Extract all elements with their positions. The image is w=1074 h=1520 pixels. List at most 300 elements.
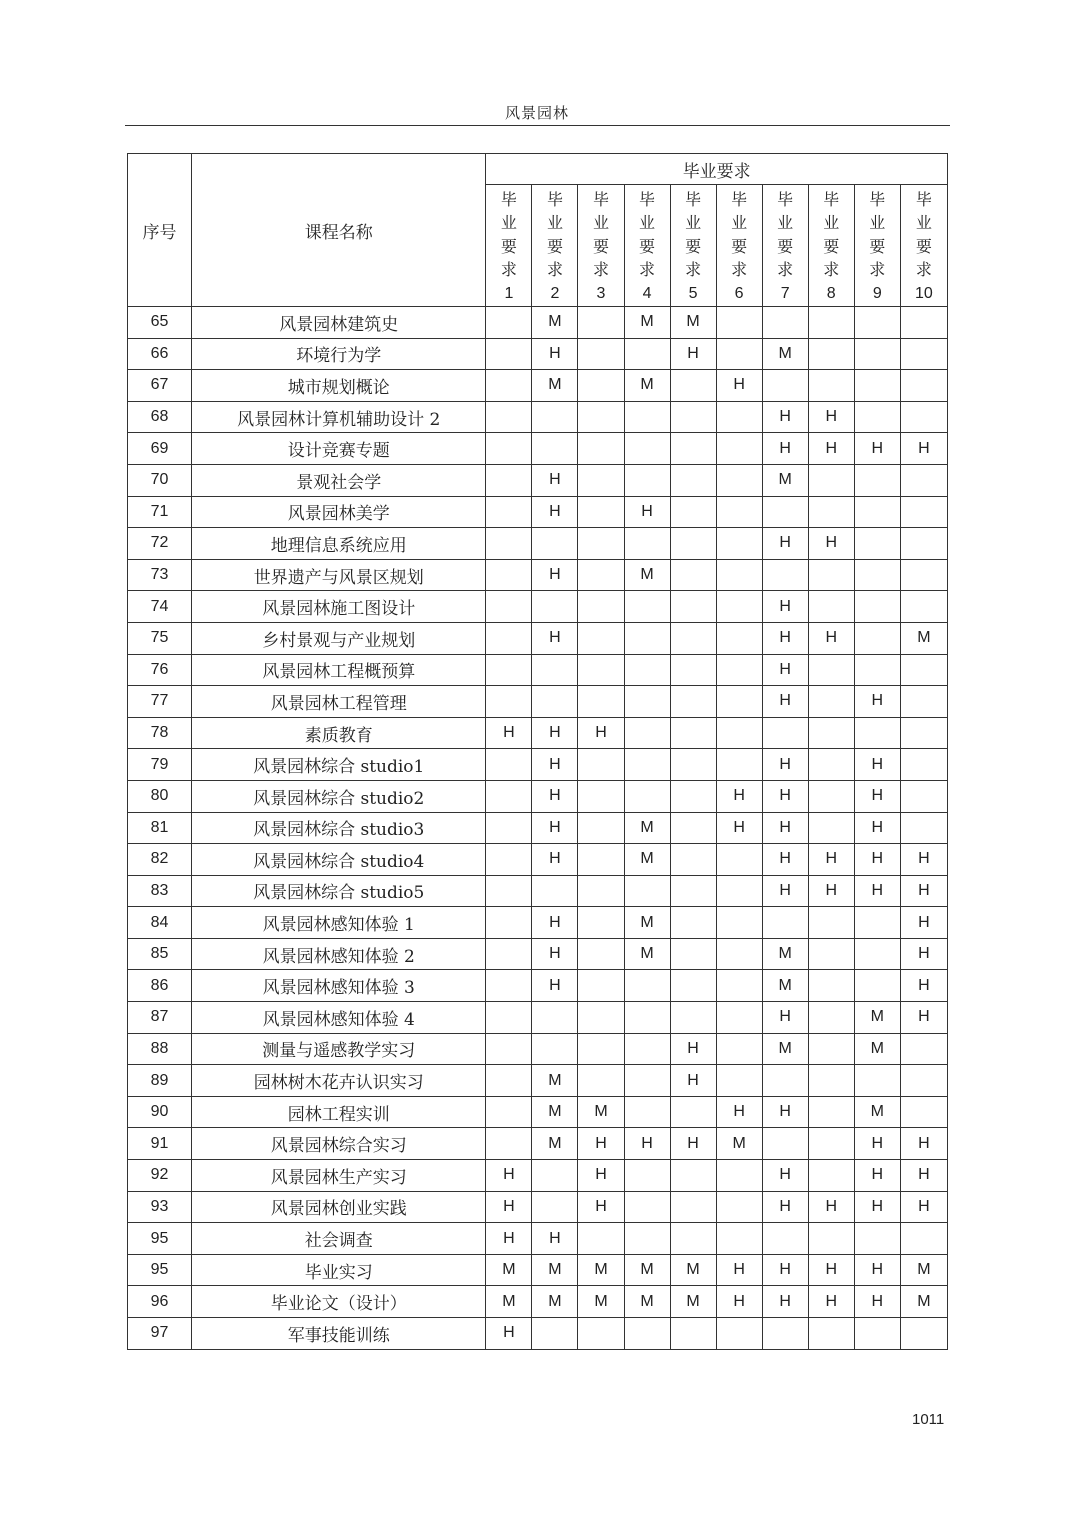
cell-requirement-3	[578, 907, 624, 939]
cell-requirement-3	[578, 1033, 624, 1065]
cell-requirement-10	[900, 1065, 947, 1097]
cell-requirement-3	[578, 654, 624, 686]
cell-requirement-6	[716, 1223, 762, 1255]
cell-no: 70	[128, 464, 192, 496]
cell-requirement-7: H	[762, 844, 808, 876]
cell-requirement-8	[808, 496, 854, 528]
cell-requirement-1	[486, 496, 532, 528]
cell-requirement-5	[670, 812, 716, 844]
cell-course-name: 风景园林生产实习	[192, 1160, 486, 1192]
cell-course-name: 风景园林综合 studio4	[192, 844, 486, 876]
sub-header-requirement-7	[762, 185, 808, 307]
sub-header-requirement-2	[532, 185, 578, 307]
sub-header-requirement-4	[624, 185, 670, 307]
cell-course-name: 风景园林感知体验 4	[192, 1002, 486, 1034]
cell-no: 92	[128, 1160, 192, 1192]
cell-requirement-10	[900, 496, 947, 528]
cell-requirement-9	[854, 464, 900, 496]
cell-no: 73	[128, 559, 192, 591]
cell-requirement-2: M	[532, 1065, 578, 1097]
cell-no: 66	[128, 338, 192, 370]
cell-course-name: 风景园林综合 studio2	[192, 780, 486, 812]
cell-course-name: 景观社会学	[192, 464, 486, 496]
cell-requirement-6: M	[716, 1128, 762, 1160]
cell-requirement-9	[854, 970, 900, 1002]
table-row	[128, 654, 948, 686]
cell-course-name: 园林树木花卉认识实习	[192, 1065, 486, 1097]
cell-requirement-6	[716, 401, 762, 433]
cell-requirement-5	[670, 401, 716, 433]
cell-course-name: 风景园林计算机辅助设计 2	[192, 401, 486, 433]
cell-course-name: 军事技能训练	[192, 1318, 486, 1350]
cell-requirement-3	[578, 812, 624, 844]
cell-requirement-5	[670, 496, 716, 528]
cell-requirement-4	[624, 1223, 670, 1255]
cell-requirement-1	[486, 1096, 532, 1128]
table-row	[128, 401, 948, 433]
cell-requirement-5	[670, 875, 716, 907]
cell-requirement-2: M	[532, 1286, 578, 1318]
sub-header-text: 毕 业 要 求 5	[671, 186, 716, 306]
cell-requirement-3	[578, 1223, 624, 1255]
cell-requirement-8: H	[808, 875, 854, 907]
cell-requirement-10	[900, 717, 947, 749]
cell-requirement-2: H	[532, 938, 578, 970]
cell-requirement-2: H	[532, 844, 578, 876]
sub-header-requirement-1	[486, 185, 532, 307]
cell-requirement-3	[578, 1002, 624, 1034]
cell-requirement-10: M	[900, 1286, 947, 1318]
cell-course-name: 城市规划概论	[192, 370, 486, 402]
cell-requirement-3: H	[578, 1191, 624, 1223]
page-number: 1011	[912, 1411, 945, 1428]
cell-requirement-2: H	[532, 749, 578, 781]
cell-requirement-9	[854, 338, 900, 370]
cell-requirement-2: H	[532, 1223, 578, 1255]
table-row	[128, 433, 948, 465]
cell-requirement-9	[854, 1223, 900, 1255]
cell-requirement-9: H	[854, 1286, 900, 1318]
table-row	[128, 1096, 948, 1128]
sub-header-text: 毕 业 要 求 8	[809, 186, 854, 306]
cell-requirement-3	[578, 875, 624, 907]
cell-requirement-7	[762, 496, 808, 528]
cell-requirement-3	[578, 528, 624, 560]
cell-no: 74	[128, 591, 192, 623]
cell-requirement-10	[900, 401, 947, 433]
cell-requirement-4	[624, 875, 670, 907]
sub-header-text: 毕 业 要 求 7	[763, 186, 808, 306]
cell-requirement-9	[854, 528, 900, 560]
cell-requirement-5	[670, 528, 716, 560]
cell-requirement-6	[716, 433, 762, 465]
cell-no: 88	[128, 1033, 192, 1065]
table-row	[128, 496, 948, 528]
cell-no: 86	[128, 970, 192, 1002]
cell-requirement-1: M	[486, 1254, 532, 1286]
cell-no: 84	[128, 907, 192, 939]
cell-requirement-2	[532, 1033, 578, 1065]
cell-requirement-3	[578, 622, 624, 654]
cell-requirement-7: H	[762, 591, 808, 623]
cell-requirement-7: H	[762, 1254, 808, 1286]
cell-requirement-4: M	[624, 938, 670, 970]
cell-requirement-7	[762, 717, 808, 749]
cell-requirement-10: H	[900, 844, 947, 876]
cell-requirement-2	[532, 1160, 578, 1192]
cell-requirement-4	[624, 749, 670, 781]
cell-requirement-1	[486, 812, 532, 844]
cell-course-name: 风景园林感知体验 3	[192, 970, 486, 1002]
cell-course-name: 风景园林建筑史	[192, 307, 486, 339]
cell-requirement-1	[486, 780, 532, 812]
cell-requirement-6	[716, 717, 762, 749]
cell-requirement-2: H	[532, 464, 578, 496]
cell-requirement-10: H	[900, 1128, 947, 1160]
cell-requirement-9: H	[854, 1160, 900, 1192]
cell-requirement-2	[532, 875, 578, 907]
cell-requirement-4	[624, 464, 670, 496]
cell-requirement-6	[716, 1002, 762, 1034]
table-row	[128, 370, 948, 402]
sub-header-number: 6	[734, 284, 744, 302]
cell-requirement-2: M	[532, 1254, 578, 1286]
cell-no: 93	[128, 1191, 192, 1223]
cell-requirement-4: M	[624, 1286, 670, 1318]
cell-no: 71	[128, 496, 192, 528]
cell-requirement-4: M	[624, 907, 670, 939]
cell-requirement-3	[578, 433, 624, 465]
table-row	[128, 1318, 948, 1350]
cell-no: 95	[128, 1223, 192, 1255]
cell-requirement-7: H	[762, 1160, 808, 1192]
cell-requirement-2: M	[532, 1128, 578, 1160]
cell-requirement-1	[486, 591, 532, 623]
cell-requirement-6	[716, 307, 762, 339]
cell-requirement-3	[578, 844, 624, 876]
cell-no: 81	[128, 812, 192, 844]
cell-requirement-1	[486, 686, 532, 718]
cell-course-name: 风景园林综合实习	[192, 1128, 486, 1160]
cell-no: 75	[128, 622, 192, 654]
cell-requirement-8	[808, 938, 854, 970]
cell-requirement-10: H	[900, 433, 947, 465]
sub-header-number: 3	[596, 284, 606, 302]
cell-requirement-8	[808, 591, 854, 623]
cell-requirement-9: H	[854, 1191, 900, 1223]
cell-requirement-9	[854, 307, 900, 339]
cell-requirement-5	[670, 559, 716, 591]
cell-requirement-8	[808, 1096, 854, 1128]
cell-requirement-1	[486, 464, 532, 496]
cell-requirement-2: H	[532, 559, 578, 591]
cell-requirement-1	[486, 433, 532, 465]
cell-requirement-9: H	[854, 844, 900, 876]
cell-no: 78	[128, 717, 192, 749]
cell-requirement-2: M	[532, 1096, 578, 1128]
cell-requirement-6	[716, 875, 762, 907]
cell-requirement-9	[854, 938, 900, 970]
cell-requirement-9: M	[854, 1096, 900, 1128]
sub-header-requirement-5	[670, 185, 716, 307]
table-row	[128, 464, 948, 496]
cell-requirement-4	[624, 1318, 670, 1350]
cell-requirement-1: H	[486, 1191, 532, 1223]
cell-requirement-6	[716, 338, 762, 370]
cell-requirement-6	[716, 1318, 762, 1350]
cell-requirement-4	[624, 717, 670, 749]
cell-requirement-8	[808, 686, 854, 718]
cell-requirement-5	[670, 780, 716, 812]
cell-requirement-7	[762, 907, 808, 939]
cell-requirement-5	[670, 1318, 716, 1350]
cell-requirement-6	[716, 938, 762, 970]
sub-header-requirement-3	[578, 185, 624, 307]
sub-header-number: 1	[504, 284, 514, 302]
cell-requirement-1: H	[486, 1318, 532, 1350]
cell-no: 87	[128, 1002, 192, 1034]
cell-requirement-2: H	[532, 780, 578, 812]
cell-requirement-3	[578, 1065, 624, 1097]
cell-requirement-1	[486, 1065, 532, 1097]
cell-course-name: 环境行为学	[192, 338, 486, 370]
cell-course-name: 风景园林施工图设计	[192, 591, 486, 623]
cell-requirement-1	[486, 370, 532, 402]
cell-requirement-2: M	[532, 307, 578, 339]
cell-requirement-6	[716, 1065, 762, 1097]
table-row	[128, 717, 948, 749]
table-row	[128, 1160, 948, 1192]
cell-requirement-8	[808, 1223, 854, 1255]
cell-requirement-6	[716, 686, 762, 718]
cell-requirement-10: M	[900, 1254, 947, 1286]
cell-requirement-2: H	[532, 812, 578, 844]
cell-requirement-10: H	[900, 938, 947, 970]
cell-requirement-7: H	[762, 528, 808, 560]
cell-course-name: 风景园林感知体验 2	[192, 938, 486, 970]
cell-requirement-1: H	[486, 717, 532, 749]
cell-requirement-5: H	[670, 1033, 716, 1065]
cell-requirement-3: M	[578, 1096, 624, 1128]
cell-requirement-8: H	[808, 1286, 854, 1318]
cell-requirement-8	[808, 370, 854, 402]
cell-requirement-5: H	[670, 338, 716, 370]
cell-requirement-10	[900, 338, 947, 370]
cell-requirement-5	[670, 1160, 716, 1192]
cell-requirement-8: H	[808, 528, 854, 560]
cell-requirement-9	[854, 401, 900, 433]
cell-requirement-10	[900, 780, 947, 812]
cell-requirement-8	[808, 1318, 854, 1350]
sub-header-number: 4	[642, 284, 652, 302]
cell-requirement-8	[808, 654, 854, 686]
cell-requirement-10	[900, 749, 947, 781]
cell-requirement-10: H	[900, 1160, 947, 1192]
cell-requirement-6: H	[716, 1254, 762, 1286]
cell-requirement-1: H	[486, 1223, 532, 1255]
cell-requirement-10: H	[900, 907, 947, 939]
table-row	[128, 1254, 948, 1286]
cell-requirement-8: H	[808, 622, 854, 654]
cell-requirement-9	[854, 907, 900, 939]
cell-requirement-10	[900, 1318, 947, 1350]
cell-requirement-8: H	[808, 433, 854, 465]
table-row	[128, 844, 948, 876]
cell-requirement-4	[624, 1160, 670, 1192]
cell-requirement-3	[578, 938, 624, 970]
cell-requirement-6	[716, 907, 762, 939]
sub-header-text: 毕 业 要 求 2	[532, 186, 577, 306]
cell-requirement-7: M	[762, 338, 808, 370]
cell-requirement-6: H	[716, 1096, 762, 1128]
cell-course-name: 风景园林工程管理	[192, 686, 486, 718]
cell-requirement-4: H	[624, 496, 670, 528]
cell-requirement-3	[578, 401, 624, 433]
cell-requirement-4: H	[624, 1128, 670, 1160]
cell-requirement-9: H	[854, 433, 900, 465]
cell-requirement-3: H	[578, 1128, 624, 1160]
cell-requirement-1	[486, 749, 532, 781]
cell-requirement-8: H	[808, 401, 854, 433]
cell-requirement-7	[762, 370, 808, 402]
cell-requirement-4: M	[624, 307, 670, 339]
cell-requirement-9	[854, 1065, 900, 1097]
cell-requirement-7: H	[762, 812, 808, 844]
cell-course-name: 风景园林综合 studio5	[192, 875, 486, 907]
cell-requirement-6	[716, 622, 762, 654]
cell-requirement-1	[486, 654, 532, 686]
cell-requirement-10: M	[900, 622, 947, 654]
cell-requirement-6	[716, 559, 762, 591]
cell-no: 65	[128, 307, 192, 339]
cell-requirement-3: H	[578, 717, 624, 749]
cell-requirement-1	[486, 307, 532, 339]
cell-requirement-8	[808, 812, 854, 844]
cell-requirement-2	[532, 1002, 578, 1034]
cell-no: 79	[128, 749, 192, 781]
column-header-no: 序号	[128, 154, 192, 307]
cell-course-name: 风景园林感知体验 1	[192, 907, 486, 939]
table-row	[128, 1286, 948, 1318]
cell-requirement-8	[808, 338, 854, 370]
cell-requirement-9: H	[854, 875, 900, 907]
cell-no: 83	[128, 875, 192, 907]
sub-header-number: 5	[688, 284, 698, 302]
sub-header-number: 10	[915, 284, 933, 302]
table-row	[128, 307, 948, 339]
cell-no: 89	[128, 1065, 192, 1097]
cell-requirement-4	[624, 1002, 670, 1034]
cell-requirement-7: H	[762, 1002, 808, 1034]
cell-course-name: 风景园林综合 studio1	[192, 749, 486, 781]
table-row	[128, 938, 948, 970]
sub-header-requirement-9	[854, 185, 900, 307]
cell-requirement-3: M	[578, 1286, 624, 1318]
cell-requirement-8	[808, 464, 854, 496]
sub-header-number: 7	[780, 284, 790, 302]
table-row	[128, 622, 948, 654]
cell-requirement-4: M	[624, 1254, 670, 1286]
cell-requirement-2	[532, 1318, 578, 1350]
cell-course-name: 地理信息系统应用	[192, 528, 486, 560]
sub-header-text: 毕 业 要 求 9	[855, 186, 900, 306]
cell-course-name: 毕业论文（设计）	[192, 1286, 486, 1318]
cell-requirement-3	[578, 1318, 624, 1350]
cell-requirement-6	[716, 1160, 762, 1192]
cell-requirement-7	[762, 1065, 808, 1097]
cell-requirement-4	[624, 338, 670, 370]
cell-no: 72	[128, 528, 192, 560]
cell-no: 91	[128, 1128, 192, 1160]
cell-requirement-10	[900, 1223, 947, 1255]
cell-requirement-8	[808, 559, 854, 591]
cell-requirement-3	[578, 496, 624, 528]
cell-requirement-4	[624, 686, 670, 718]
cell-requirement-9: H	[854, 686, 900, 718]
cell-requirement-5: M	[670, 1286, 716, 1318]
cell-requirement-5	[670, 844, 716, 876]
cell-requirement-1	[486, 1128, 532, 1160]
cell-requirement-1	[486, 1033, 532, 1065]
cell-requirement-8	[808, 1128, 854, 1160]
cell-requirement-9	[854, 559, 900, 591]
table-row	[128, 591, 948, 623]
cell-requirement-1	[486, 938, 532, 970]
cell-no: 80	[128, 780, 192, 812]
cell-course-name: 设计竞赛专题	[192, 433, 486, 465]
cell-requirement-1	[486, 1002, 532, 1034]
cell-requirement-3	[578, 307, 624, 339]
cell-requirement-8	[808, 749, 854, 781]
cell-requirement-6: H	[716, 370, 762, 402]
cell-requirement-10	[900, 464, 947, 496]
cell-requirement-7: H	[762, 749, 808, 781]
cell-requirement-3	[578, 749, 624, 781]
cell-requirement-10	[900, 559, 947, 591]
cell-requirement-4	[624, 1065, 670, 1097]
cell-requirement-9: H	[854, 812, 900, 844]
cell-requirement-7	[762, 1128, 808, 1160]
sub-header-number: 2	[550, 284, 560, 302]
cell-no: 85	[128, 938, 192, 970]
cell-requirement-4: M	[624, 370, 670, 402]
sub-header-text: 毕 业 要 求 10	[901, 186, 947, 306]
cell-course-name: 风景园林创业实践	[192, 1191, 486, 1223]
cell-requirement-6: H	[716, 780, 762, 812]
cell-requirement-8	[808, 1065, 854, 1097]
cell-requirement-2: H	[532, 622, 578, 654]
cell-requirement-5	[670, 370, 716, 402]
cell-course-name: 世界遗产与风景区规划	[192, 559, 486, 591]
cell-requirement-4	[624, 433, 670, 465]
cell-requirement-9	[854, 717, 900, 749]
cell-requirement-10	[900, 654, 947, 686]
cell-course-name: 素质教育	[192, 717, 486, 749]
cell-requirement-1	[486, 970, 532, 1002]
cell-requirement-6: H	[716, 812, 762, 844]
sub-header-requirement-10	[900, 185, 947, 307]
cell-requirement-5	[670, 1191, 716, 1223]
table-row	[128, 686, 948, 718]
table-row	[128, 1065, 948, 1097]
cell-requirement-2: H	[532, 970, 578, 1002]
cell-requirement-5	[670, 938, 716, 970]
cell-requirement-6	[716, 749, 762, 781]
cell-requirement-4	[624, 591, 670, 623]
sub-header-text: 毕 业 要 求 6	[717, 186, 762, 306]
cell-requirement-9	[854, 1318, 900, 1350]
table-row	[128, 749, 948, 781]
